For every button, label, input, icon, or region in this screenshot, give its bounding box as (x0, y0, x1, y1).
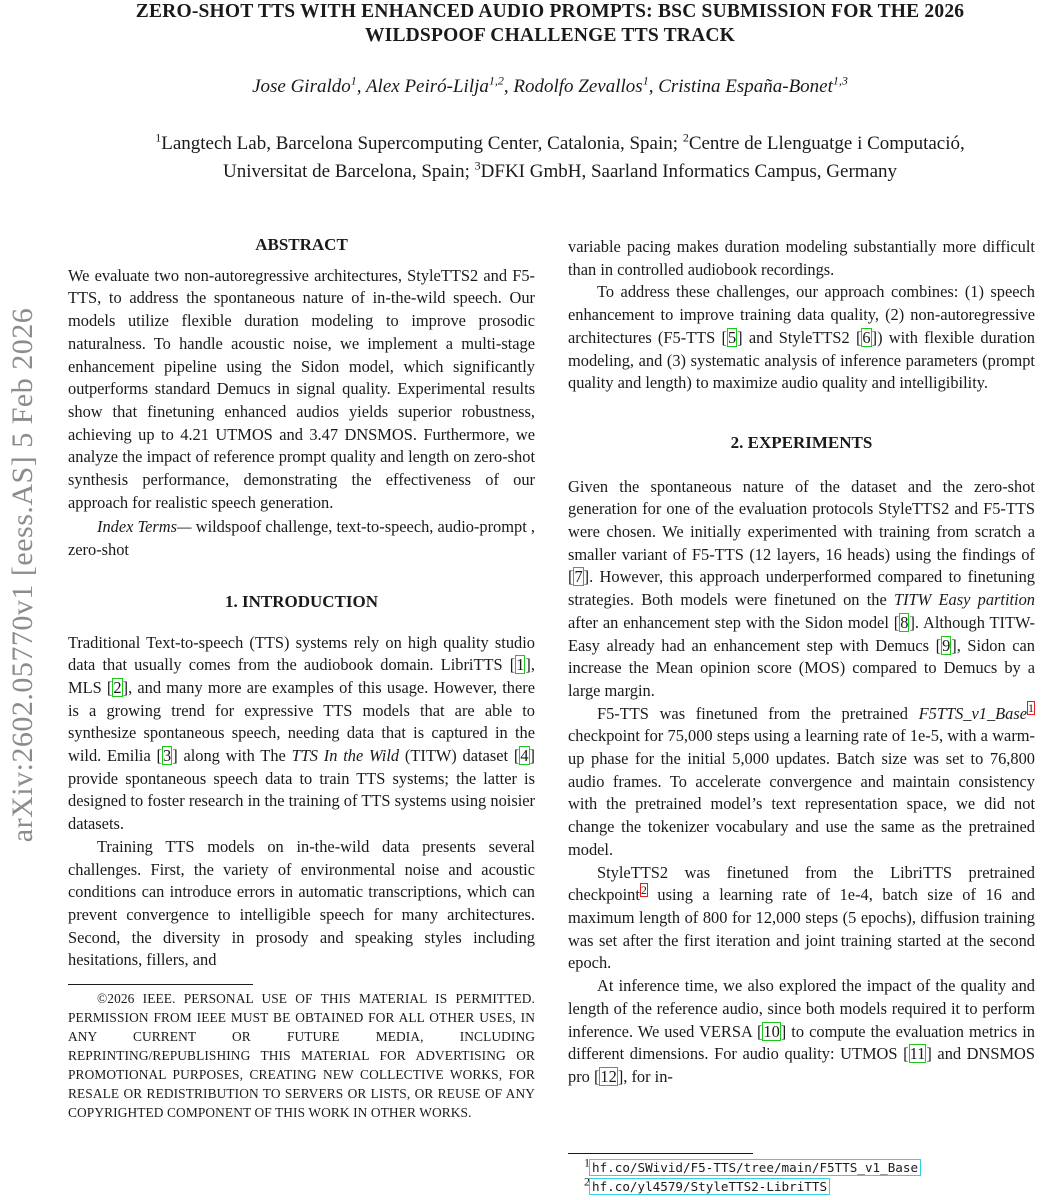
right-column (568, 236, 1035, 1089)
title-line-2: WILDSPOOF CHALLENGE TTS TRACK (364, 25, 736, 46)
intro-paragraph-2-cont: variable pacing makes duration modeling substantially more difficult than in controlled audiobook recordings. (568, 237, 1035, 279)
citation-link[interactable]: 11 (909, 1044, 926, 1064)
affiliation-1: Langtech Lab, Barcelona Supercomputing Center, Catalonia, Spain; (161, 133, 683, 154)
author-name: Rodolfo Zevallos (513, 76, 643, 97)
citation-link[interactable]: 9 (942, 635, 951, 655)
footnote-1: $^1$ hf.co/SWivid/F5-TTS/tree/main/F5TTS_v1_Base (584, 1155, 919, 1175)
citation-link[interactable]: 2 (113, 677, 122, 697)
abstract-text: We evaluate two non-autoregressive architectures, StyleTTS2 and F5-TTS, to address the spontaneous nature of in-the-wild speech. Our models utilize flexible duration modeling to improve prosodic naturalness. To handle acoustic noise, we implement a multi-stage enhancement pipeline using the Sidon model, which significantly outperforms standard Demucs in signal quality. Experimental results show that finetuning enhanced audios yields superior robustness, achieving up to 4.21 UTMOS and 3.47 DNSMOS. Furthermore, we analyze the impact of reference prompt quality and length on zero-shot synthesis performance, demonstrating the effectiveness of our approach for realistic speech generation. (68, 265, 535, 512)
arxiv-sidebar (0, 230, 46, 920)
author-affiliation-mark: 1,3 (832, 73, 848, 88)
footnote-url[interactable]: hf.co/yl4579/StyleTTS2-LibriTTS (592, 1179, 828, 1194)
introduction-heading: 1. INTRODUCTION (224, 591, 379, 611)
author-affiliation-mark: 1 (642, 73, 649, 88)
author-affiliation-mark: 1,2 (488, 73, 504, 88)
intro-paragraph-2: Training TTS models on in-the-wild data presents several challenges. First, the variety of environmental noise and acoustic conditions can introduce errors in automatic transcriptions, which can prevent convergence to intelligible speech for many architectures. Second, the diversity in prosody and speaking styles including hesitations, fillers, and (68, 836, 535, 970)
paper-title (60, 0, 1040, 48)
author-list: Jose Giraldo$^1$, Alex Peiró-Lilja$^{1,2}$, Rodolfo Zevallos$^1$, Cristina España-Bonet$^{1,3}$ (252, 73, 848, 97)
footnote-rule (68, 984, 253, 985)
index-terms: Index Terms— wildspoof challenge, text-to-speech, audio-prompt , zero-shot (68, 517, 535, 560)
experiments-paragraph-2: F5-TTS was finetuned from the pretrained F5TTS_v1_Base$^1$ checkpoint for 75,000 steps using a learning rate of 1e-5, with a warm-up phase for the initial 5,000 updates. Batch size was set to 76,800 audio frames. To accelerate convergence and maintain consistency with the pretrained model’s text representation space, we did not change the tokenizer vocabulary and use the same as the pretrained model. (568, 701, 1035, 859)
author-name: Alex Peiró-Lilja (365, 76, 489, 97)
citation-link[interactable]: 1 (516, 655, 525, 675)
footnote-link[interactable]: 2 (640, 882, 647, 897)
left-column (68, 234, 535, 1122)
experiments-paragraph-4: At inference time, we also explored the impact of the quality and length of the reference audio, since both models required it to perform inference. We used VERSA [10] to compute the evaluation metrics in different dimensions. For audio quality: UTMOS [11] and DNSMOS pro [12], for in- (568, 976, 1035, 1086)
citation-link[interactable]: 6 (862, 327, 871, 347)
footnote-url[interactable]: hf.co/SWivid/F5-TTS/tree/main/F5TTS_v1_Base (592, 1160, 919, 1175)
affiliations: $^1$Langtech Lab, Barcelona Supercomputing Center, Catalonia, Spain; $^2$Centre de Llenguatge i Computació, Universitat de Barcelona, Spain; $^3$DFKI GmbH, Saarland Informatics Campus, Germany (155, 130, 965, 182)
index-terms-label: Index Terms— (97, 517, 192, 537)
experiments-heading: 2. EXPERIMENTS (730, 432, 873, 452)
experiments-paragraph-1: Given the spontaneous nature of the dataset and the zero-shot generation for one of the evaluation protocols StyleTTS2 and F5-TTS were chosen. We initially experimented with training from scratch a smaller variant of F5-TTS (12 layers, 16 heads) using the findings of [7]. However, this approach underperformed compared to finetuning strategies. Both models were finetuned on the TITW Easy partition after an enhancement step with the Sidon model [8]. Although TITW-Easy already had an enhancement step with Demucs [9], Sidon can increase the Mean opinion score (MOS) compared to Demucs by a large margin. (568, 476, 1036, 700)
intro-paragraph-3: To address these challenges, our approach combines: (1) speech enhancement to improve training data quality, (2) non-autoregressive architectures (F5-TTS [5] and StyleTTS2 [6]) with flexible duration modeling, and (3) systematic analysis of inference parameters (prompt quality and length) to maximize audio quality and intelligibility. (568, 282, 1035, 393)
author-affiliation-mark: 1 (350, 73, 357, 88)
citation-link[interactable]: 3 (163, 746, 172, 766)
citation-link[interactable]: 5 (727, 327, 737, 347)
author-name: Jose Giraldo (252, 76, 351, 97)
affiliation-2-cont: Universitat de Barcelona, Spain; (222, 161, 475, 182)
arxiv-identifier: arXiv:2602.05770v1 [eess.AS] 5 Feb 2026 (6, 307, 39, 843)
affiliation-3: DFKI GmbH, Saarland Informatics Campus, Germany (480, 161, 898, 182)
title-line-1: ZERO-SHOT TTS WITH ENHANCED AUDIO PROMPTS: BSC SUBMISSION FOR THE 2026 (135, 1, 965, 22)
copyright-notice: ©2026 IEEE. PERSONAL USE OF THIS MATERIAL IS PERMITTED. PERMISSION FROM IEEE MUST BE OBTAINED FOR ALL OTHER USES, IN ANY CURRENT OR FUTURE MEDIA, INCLUDING REPRINTING/REPUBLISHING THIS MATERIAL FOR ADVERTISING OR PROMOTIONAL PURPOSES, CREATING NEW COLLECTIVE WORKS, FOR RESALE OR REDISTRIBUTION TO SERVERS OR LISTS, OR REUSE OF ANY COPYRIGHTED COMPONENT OF THIS WORK IN OTHER WORKS. (68, 991, 535, 1121)
abstract-heading: ABSTRACT (255, 235, 348, 254)
intro-paragraph-1: Traditional Text-to-speech (TTS) systems rely on high quality studio data that usually comes from the audiobook domain. LibriTTS [1], MLS [2], and many more are examples of this usage. However, there is a growing trend for expressive TTS models that are able to synthesize spontaneous speech, needing data that is captured in the wild. Emilia [3] along with The TTS In the Wild (TITW) dataset [4] provide spontaneous speech data to train TTS systems; the latter is designed to foster research in the training of TTS systems using noisier datasets. (68, 632, 535, 834)
citation-link[interactable]: 7 (574, 567, 583, 587)
footnote-2: $^2$ hf.co/yl4579/StyleTTS2-LibriTTS (584, 1174, 828, 1194)
citation-link[interactable]: 8 (900, 612, 909, 632)
affiliation-2: Centre de Llenguatge i Computació, (688, 133, 965, 154)
footnote-link[interactable]: 1 (1028, 701, 1034, 716)
citation-link[interactable]: 10 (763, 1021, 780, 1041)
citation-link[interactable]: 12 (600, 1066, 617, 1086)
author-name: Cristina España-Bonet (658, 76, 833, 97)
footnote-rule (568, 1153, 753, 1154)
footnotes (584, 1155, 920, 1196)
citation-link[interactable]: 4 (520, 746, 529, 766)
experiments-paragraph-3: StyleTTS2 was finetuned from the LibriTTS pretrained checkpoint$^2$ using a learning rate of 1e-4, batch size of 16 and maximum length of 800 for 12,000 steps (5 epochs), diffusion training was set after the first iteration and joint training started at the second epoch. (568, 862, 1035, 973)
